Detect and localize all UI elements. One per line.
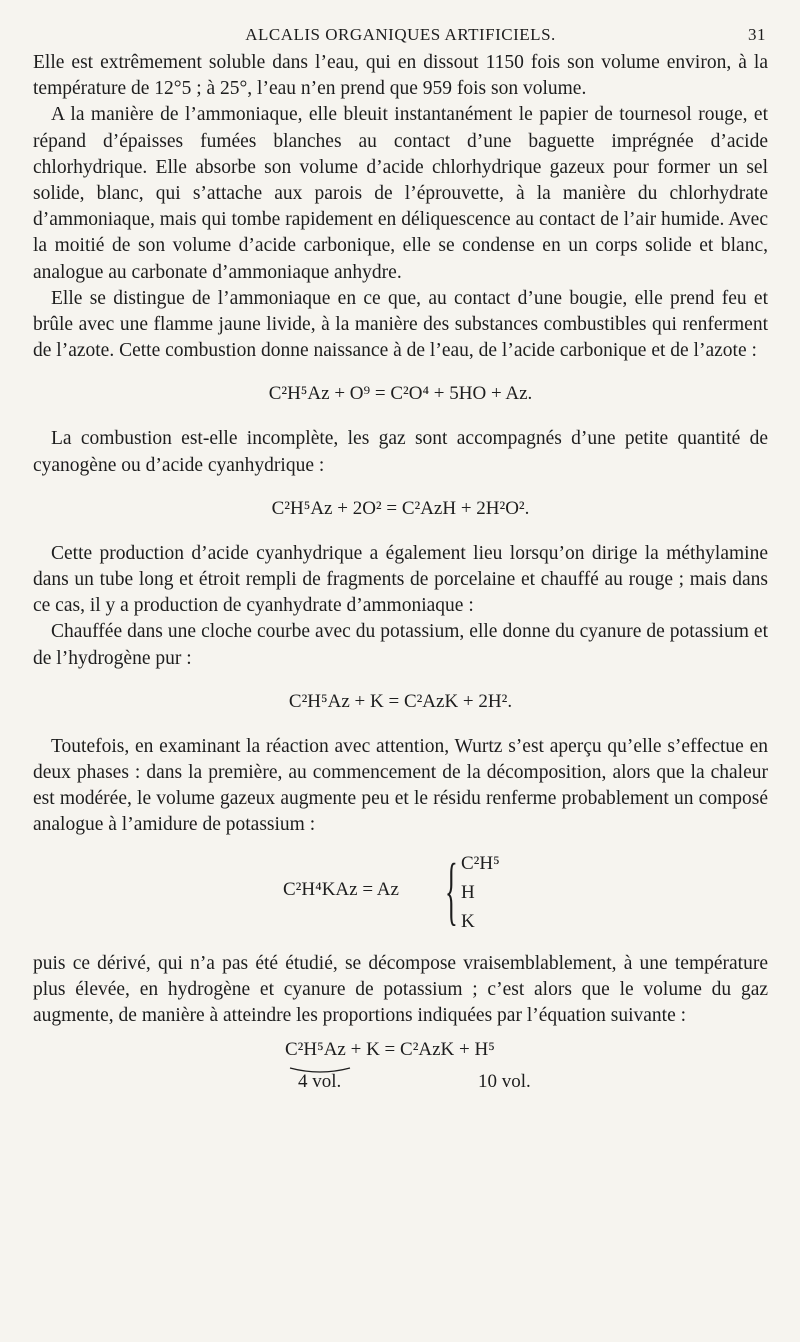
equation-combustion: C²H⁵Az + O⁹ = C²O⁴ + 5HO + Az. <box>268 383 533 405</box>
equation-amidure-lhs: C²H⁴KAz = Az <box>283 878 399 900</box>
paragraph-6: Chauffée dans une cloche courbe avec du potassium, elle donne du cyanure de potassium et de l’hydrogène pur : <box>33 621 768 669</box>
rhs-item: H <box>461 881 475 903</box>
rhs-item: C²H⁵ <box>461 852 500 874</box>
paragraph-2: A la manière de l’ammoniaque, elle bleuit instantanément le papier de tournesol rouge, et répand d’épaisses fumées blanches au contact d’une baguette imprégnée d’acide chlorhydrique. Elle absorbe son volume d’acide chlorhydrique gazeux pour former un sel solide, blanc, qui s’attache aux parois de l’éprouvette, à la manière du chlorhydrate d’ammoniaque, mais qui tombe rapidement en déliquescence au contact de l’air humide. Avec la moitié de son volume d’acide carbonique, elle se condense en un corps solide et blanc, analogue au carbonate d’ammoniaque anhydre. <box>33 104 768 283</box>
equation-final-text: C²H⁵Az + K = C²AzK + H⁵ <box>285 1039 495 1061</box>
equation-potassium: C²H⁵Az + K = C²AzK + 2H². <box>288 690 513 712</box>
paragraph-8: puis ce dérivé, qui n’a pas été étudié, se décompose vraisemblablement, à une température plus élevée, en hydrogène et cyanure de potassium ; c’est alors que le volume du gaz augmente, de manière à atteindre les proportions indiquées par l’équation suivante : <box>33 952 768 1027</box>
equation-amidure-rhs <box>461 849 500 936</box>
rhs-item: K <box>461 910 475 932</box>
paragraph-4: La combustion est-elle incomplète, les gaz sont accompagnés d’une petite quantité de cyanogène ou d’acide cyanhydrique : <box>33 428 768 476</box>
paragraph-7: Toutefois, en examinant la réaction avec attention, Wurtz s’est aperçu qu’elle s’effectue en deux phases : dans la première, au commencement de la décomposition, alors que la chaleur est modérée, le volume gazeux augmente peu et le résidu renferme probablement un composé analogue à l’amidure de potassium : <box>33 735 768 836</box>
paragraph-5: Cette production d’acide cyanhydrique a également lieu lorsqu’on dirige la méthylamine dans un tube long et étroit rempli de fragments de porcelaine et chauffé au rouge ; mais dans ce cas, il y a production de cyanhydrate d’ammoniaque : <box>33 542 768 617</box>
running-header <box>33 22 768 50</box>
page-number: 31 <box>748 25 766 44</box>
volume-left: 4 vol. <box>298 1071 342 1093</box>
volume-right: 10 vol. <box>478 1071 531 1093</box>
header-title: ALCALIS ORGANIQUES ARTIFICIELS. <box>245 25 556 44</box>
paragraph-1: Elle est extrêmement soluble dans l’eau, qui en dissout 1150 fois son volume environ, à la température de 12°5 ; à 25°, l’eau n’en prend que 959 fois son volume. <box>33 52 768 100</box>
equation-final <box>33 1037 768 1103</box>
equation-cyanogen: C²H⁵Az + 2O² = C²AzH + 2H²O². <box>271 497 530 519</box>
page <box>33 22 768 1103</box>
paragraph-3: Elle se distingue de l’ammoniaque en ce que, au contact d’une bougie, elle prend feu et brûle avec une flamme jaune livide, à la manière des substances combustibles qui renferment de l’azote. Cette combustion donne naissance à de l’eau, de l’acide carbonique et de l’azote : <box>33 287 768 362</box>
equation-amidure <box>33 849 768 939</box>
equation-brace: { <box>445 848 458 933</box>
